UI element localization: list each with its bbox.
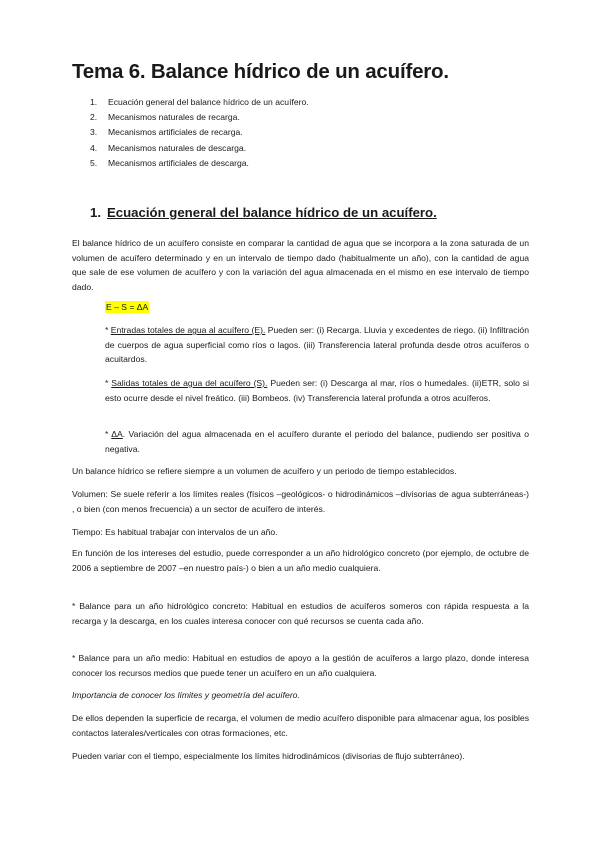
- term-label: ΔA: [111, 429, 123, 439]
- paragraph: Un balance hídrico se refiere siempre a un volumen de acuífero y un periodo de tiempo establecidos.: [72, 466, 457, 476]
- term-label: Salidas totales de agua del acuífero (S).: [111, 378, 268, 388]
- term-bullet: *: [105, 429, 112, 439]
- paragraph: * Balance para un año medio: Habitual en estudios de apoyo a la gestión de acuíferos a largo plazo, donde interesa conocer los recursos medios que puede tener un acuífero en un año cualquiera.: [72, 653, 529, 678]
- italic-subheading: Importancia de conocer los límites y geometría del acuífero.: [72, 690, 300, 700]
- paragraph: Pueden variar con el tiempo, especialmente los límites hidrodinámicos (divisorias de flujo subterráneo).: [72, 751, 465, 761]
- paragraph: Tiempo: Es habitual trabajar con intervalos de un año.: [72, 527, 278, 537]
- toc-item: [90, 125, 510, 140]
- term-label: Entradas totales de agua al acuífero (E).: [110, 325, 266, 335]
- toc-number: 2.: [90, 112, 98, 123]
- section-number: 1.: [90, 205, 101, 220]
- paragraph: * Balance para un año hidrológico concreto: Habitual en estudios de acuíferos someros con rápida respuesta a la recarga y la descarga, en los cuales interesa conocer con qué recursos se cuenta cada año.: [72, 601, 529, 626]
- document-title: Tema 6. Balance hídrico de un acuífero.: [72, 60, 449, 83]
- toc-item: [90, 141, 510, 156]
- term-entradas: [105, 323, 529, 367]
- term-text: Pueden ser: (i) Descarga al mar, ríos o humedales. (ii)ETR, solo si esto ocurre desde el nivel freático. (iii) Bombeos. (iv) Transferencia lateral profunda a otros acuíferos.: [105, 378, 529, 403]
- toc-text: Mecanismos naturales de descarga.: [108, 142, 247, 153]
- paragraph: Volumen: Se suele referir a los límites reales (físicos –geológicos- o hidrodinámicos –divisorias de agua subterráneas-) , o bien (con menos frecuencia) a un sector de acuífero de interés.: [72, 489, 529, 514]
- term-salidas: [105, 376, 529, 405]
- toc-text: Mecanismos artificiales de recarga.: [108, 127, 243, 138]
- section-heading: [90, 205, 437, 220]
- term-delta: [105, 427, 529, 456]
- equation: [105, 300, 529, 315]
- table-of-contents: [90, 95, 510, 171]
- toc-text: Mecanismos artificiales de descarga.: [108, 157, 249, 168]
- toc-number: 4.: [90, 142, 98, 153]
- toc-item: [90, 156, 510, 171]
- toc-number: 5.: [90, 157, 98, 168]
- section-title: Ecuación general del balance hídrico de un acuífero.: [107, 205, 437, 220]
- term-text: Pueden ser: (i) Recarga. Lluvia y excedentes de riego. (ii) Infiltración de cuerpos de agua superficial como ríos o lagos. (iii) Transferencia lateral profunda desde otros acuíferos o acuitardos.: [105, 325, 529, 365]
- toc-item: [90, 95, 510, 110]
- term-bullet: *: [105, 325, 111, 335]
- term-bullet: *: [105, 378, 112, 388]
- toc-text: Mecanismos naturales de recarga.: [108, 112, 240, 123]
- paragraph: En función de los intereses del estudio, puede corresponder a un año hidrológico concreto (por ejemplo, de octubre de 2006 a septiembre de 2007 –en nuestro país-) o bien a un año medio cualquiera.: [72, 548, 529, 573]
- equation-highlight: E – S = ΔA: [106, 302, 149, 312]
- toc-text: Ecuación general del balance hídrico de un acuífero.: [108, 97, 309, 107]
- intro-paragraph: El balance hídrico de un acuífero consiste en comparar la cantidad de agua que se incorpora a la zona saturada de un volumen de acuífero determinado y en un intervalo de tiempo dado (habitualmente un año), con la cantidad de agua que sale de ese volumen de acuífero y con la variación del agua almacenada en el mismo en ese intervalo de tiempo dado.: [72, 238, 529, 292]
- term-text: . Variación del agua almacenada en el acuífero durante el periodo del balance, pudiendo ser positiva o negativa.: [105, 429, 529, 454]
- toc-item: [90, 110, 510, 125]
- paragraph: De ellos dependen la superficie de recarga, el volumen de medio acuífero disponible para almacenar agua, los posibles contactos laterales/verticales con otras formaciones, etc.: [72, 713, 529, 738]
- toc-number: 3.: [90, 127, 98, 138]
- toc-number: 1.: [90, 97, 98, 107]
